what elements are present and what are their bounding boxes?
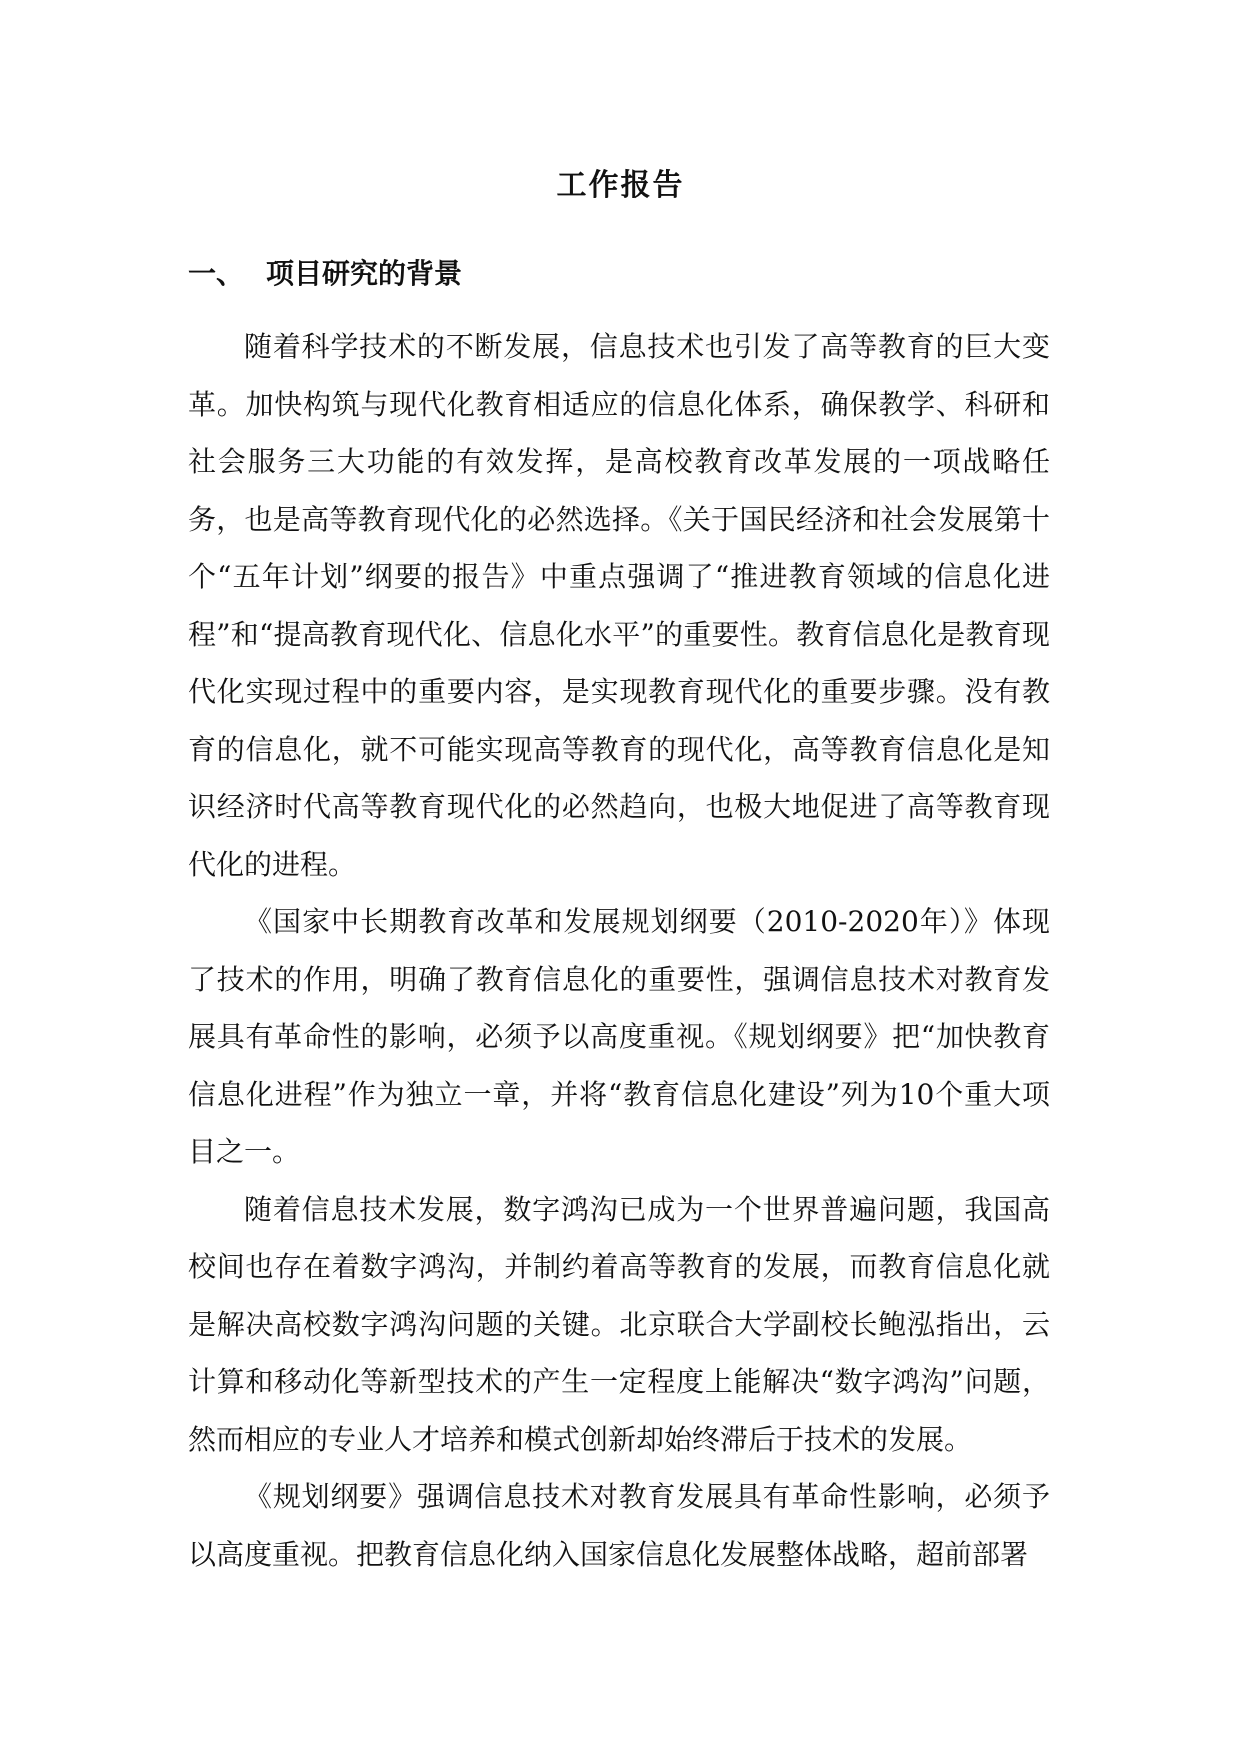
paragraph: 《国家中长期教育改革和发展规划纲要（2010-2020年）》体现了技术的作用，明确了教育信息化的重要性，强调信息技术对教育发展具有革命性的影响，必须予以高度重视。《规划纲要》把“加快教育信息化进程”作为独立一章，并将“教育信息化建设”列为10个重大项目之一。	[188, 905, 1050, 1168]
section-title: 项目研究的背景	[266, 257, 463, 290]
document-body	[188, 318, 1050, 1583]
section-number: 一、	[188, 257, 245, 290]
paragraph: 《规划纲要》强调信息技术对教育发展具有革命性影响，必须予以高度重视。把教育信息化纳入国家信息化发展整体战略，超前部署	[188, 1480, 1050, 1571]
paragraph: 随着科学技术的不断发展，信息技术也引发了高等教育的巨大变革。加快构筑与现代化教育相适应的信息化体系，确保教学、科研和社会服务三大功能的有效发挥，是高校教育改革发展的一项战略任务，也是高等教育现代化的必然选择。《关于国民经济和社会发展第十个“五年计划”纲要的报告》中重点强调了“推进教育领域的信息化进程”和“提高教育现代化、信息化水平”的重要性。教育信息化是教育现代化实现过程中的重要内容，是实现教育现代化的重要步骤。没有教育的信息化，就不可能实现高等教育的现代化，高等教育信息化是知识经济时代高等教育现代化的必然趋向，也极大地促进了高等教育现代化的进程。	[188, 330, 1050, 881]
paragraph: 随着信息技术发展，数字鸿沟已成为一个世界普遍问题，我国高校间也存在着数字鸿沟，并制约着高等教育的发展，而教育信息化就是解决高校数字鸿沟问题的关键。北京联合大学副校长鲍泓指出，云计算和移动化等新型技术的产生一定程度上能解决“数字鸿沟”问题，然而相应的专业人才培养和模式创新却始终滞后于技术的发展。	[188, 1192, 1050, 1456]
document-title: 工作报告	[556, 168, 685, 203]
section-heading	[188, 252, 462, 292]
